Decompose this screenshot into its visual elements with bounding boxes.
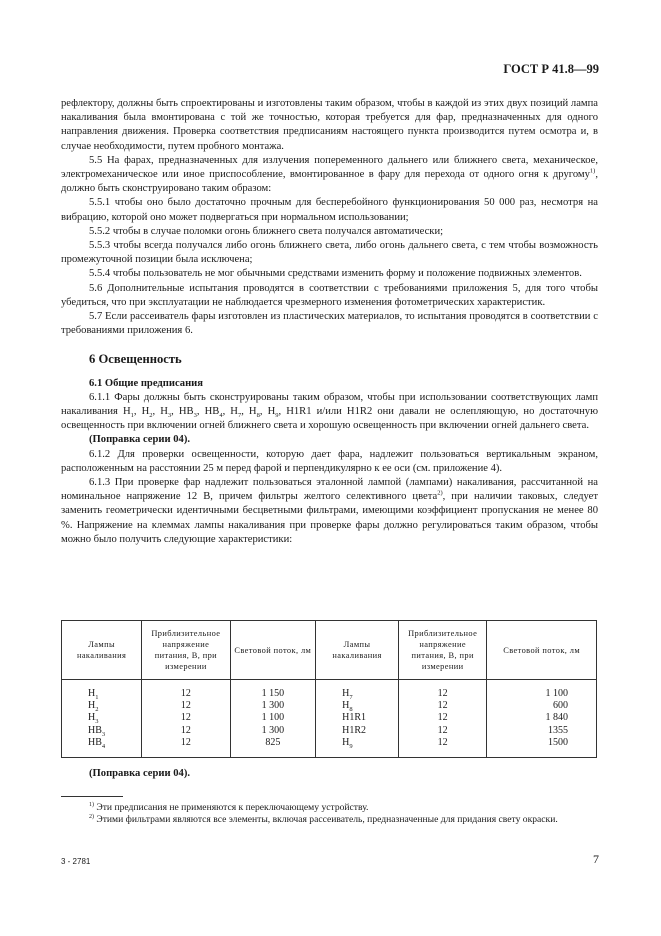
- column-header: Лампы накаливания: [62, 621, 142, 680]
- table-cell: 12: [437, 688, 448, 699]
- table-cell: 12: [180, 724, 191, 736]
- table-cell: 1 300: [261, 700, 285, 712]
- table-cell: H1R1: [342, 712, 367, 724]
- subsection-title: 6.1 Общие предписания: [89, 377, 204, 389]
- table-cell: 1 100: [261, 712, 285, 724]
- table-cell: 1 840: [545, 712, 568, 724]
- table-cell: 12: [437, 712, 448, 724]
- voltage-column: [142, 680, 230, 758]
- table-cell: $H_9$: [342, 736, 353, 750]
- column-header: Приблизительное напряжение питания, В, при измерении: [399, 621, 487, 680]
- table-cell: 12: [437, 736, 448, 748]
- paragraph-6-1-1: 6.1.1 Фары должны быть сконструированы таким образом, чтобы при использовании соответствующих ламп накаливания $H_1$, $H_2$, $H_3$, $HB_3$, $HB_4$, $H_7$, $H_8$, $H_9$, H1R1 и/или H1R2 они давали не ослепляющую, но достаточную освещенность при включении огней ближнего света и хорошую освещенность при включении огней дальнего света.: [61, 391, 599, 432]
- table-cell: 1 100: [545, 688, 568, 699]
- table-cell: 600: [553, 700, 568, 712]
- table-cell: 825: [265, 736, 281, 748]
- paragraph-5-6: 5.6 Дополнительные испытания проводятся в соответствии с требованиями приложения 5, для того чтобы убедиться, что при эксплуатации не наблюдается чрезмерного изменения фотометрических характеристик.: [61, 282, 598, 308]
- lamp-column: [316, 680, 399, 758]
- footnote: $^{1)}$ Эти предписания не применяются к переключающему устройству.: [89, 801, 369, 813]
- table-cell: $H_2$: [88, 700, 99, 714]
- flux-column: [487, 680, 597, 758]
- column-header: Световой поток, лм: [487, 621, 597, 680]
- table-cell: $H_1$: [88, 688, 99, 701]
- table-cell: $HB_4$: [88, 736, 106, 750]
- table-cell: 12: [437, 700, 448, 712]
- lamp-column: [62, 680, 142, 758]
- footnote-divider: [61, 796, 123, 797]
- table-cell: $H_8$: [342, 700, 353, 714]
- table-cell: 12: [437, 724, 448, 736]
- column-header: Лампы накаливания: [316, 621, 399, 680]
- paragraph: рефлектору, должны быть спроектированы и изготовлены таким образом, чтобы в каждой из этих двух позиций лампа накаливания была вмонтирована с той же точностью, которая требуется для фар, предназначенных для одного направления движения. Проверка соответствия предписаниям настоящего пункта производится путем осмотра и, в случае необходимости, путем пробного монтажа.: [61, 98, 598, 152]
- paragraph-5-5-4: 5.5.4 чтобы пользователь не мог обычными средствами изменить форму и положение подвижных элементов.: [89, 268, 582, 280]
- table-cell: $H_7$: [342, 688, 353, 701]
- column-header: Световой поток, лм: [230, 621, 316, 680]
- paragraph-5-5: 5.5 На фарах, предназначенных для излучения попеременного дальнего или ближнего света, механическое, электромеханическое или иное приспособление, вмонтированное в фару для перехода от одного огня к другому$^{1)}$, должно быть сконструировано таким образом:: [61, 154, 598, 195]
- paragraph-6-1-2: 6.1.2 Для проверки освещенности, которую дает фара, надлежит пользоваться вертикальным экраном, расположенным на расстоянии 25 м перед фарой и перпендикулярно к ее оси (см. приложение 4).: [61, 448, 598, 474]
- page-number: 7: [593, 852, 599, 866]
- paragraph-5-5-3: 5.5.3 чтобы всегда получался либо огонь ближнего света, либо огонь дальнего света, с тем чтобы возможность промежуточной позиции была исключена;: [61, 240, 598, 266]
- table-cell: $HB_3$: [88, 724, 106, 738]
- table-cell: 12: [180, 688, 191, 699]
- paragraph-5-5-1: 5.5.1 чтобы оно было достаточно прочным для бесперебойного функционирования 50 000 раз, несмотря на вибрацию, которой оно может подвергаться при нормальном использовании;: [61, 197, 598, 223]
- amendment-note: (Поправка серии 04).: [89, 768, 191, 779]
- footnote-ref: 2): [437, 489, 443, 497]
- voltage-column: [399, 680, 487, 758]
- footnotes: [61, 802, 598, 827]
- section-title: 6 Освещенность: [89, 352, 182, 367]
- standard-header: ГОСТ Р 41.8—99: [503, 62, 599, 76]
- table-cell: 1 150: [261, 688, 285, 699]
- footnote: $^{2)}$ Этими фильтрами являются все элементы, включая рассеиватель, предназначенные для придания свету окраски.: [89, 814, 558, 826]
- table-cell: $H_3$: [88, 712, 99, 726]
- lamp-table: [61, 620, 597, 758]
- table-header-row: [62, 621, 597, 680]
- body-text: [61, 97, 598, 547]
- paragraph-6-1-3: 6.1.3 При проверке фар надлежит пользоваться эталонной лампой (лампами) накаливания, рассчитанной на номинальное напряжение 12 В, причем фильтры желтого селективного цвета$^{2)}$, при наличии таковых, следует заменить геометрически идентичными бесцветными фильтрами, имеющими коэффициент пропускания не менее 80 %. Напряжение на клеммах лампы накаливания при проверке фары должно регулироваться таким образом, чтобы можно было получить следующие характеристики:: [61, 477, 599, 545]
- table-cell: 1500: [548, 736, 568, 748]
- column-header: Приблизительное напряжение питания, В, при измерении: [142, 621, 230, 680]
- paragraph-5-7: 5.7 Если рассеиватель фары изготовлен из пластических материалов, то испытания проводятся в соответствии с требованиями приложения 6.: [61, 311, 598, 337]
- print-code: 3 - 2781: [61, 857, 91, 866]
- table-row: [62, 680, 597, 758]
- table-cell: 1355: [548, 724, 568, 736]
- table-cell: 12: [180, 736, 191, 748]
- amendment-note: (Поправка серии 04).: [89, 434, 191, 446]
- table-cell: 12: [180, 712, 191, 724]
- paragraph-5-5-2: 5.5.2 чтобы в случае поломки огонь ближнего света получался автоматически;: [89, 225, 444, 237]
- table-cell: 1 300: [261, 724, 285, 736]
- table-cell: 12: [180, 700, 191, 712]
- flux-column: [230, 680, 316, 758]
- table-cell: H1R2: [342, 724, 367, 736]
- footnote-ref: 1): [589, 167, 596, 175]
